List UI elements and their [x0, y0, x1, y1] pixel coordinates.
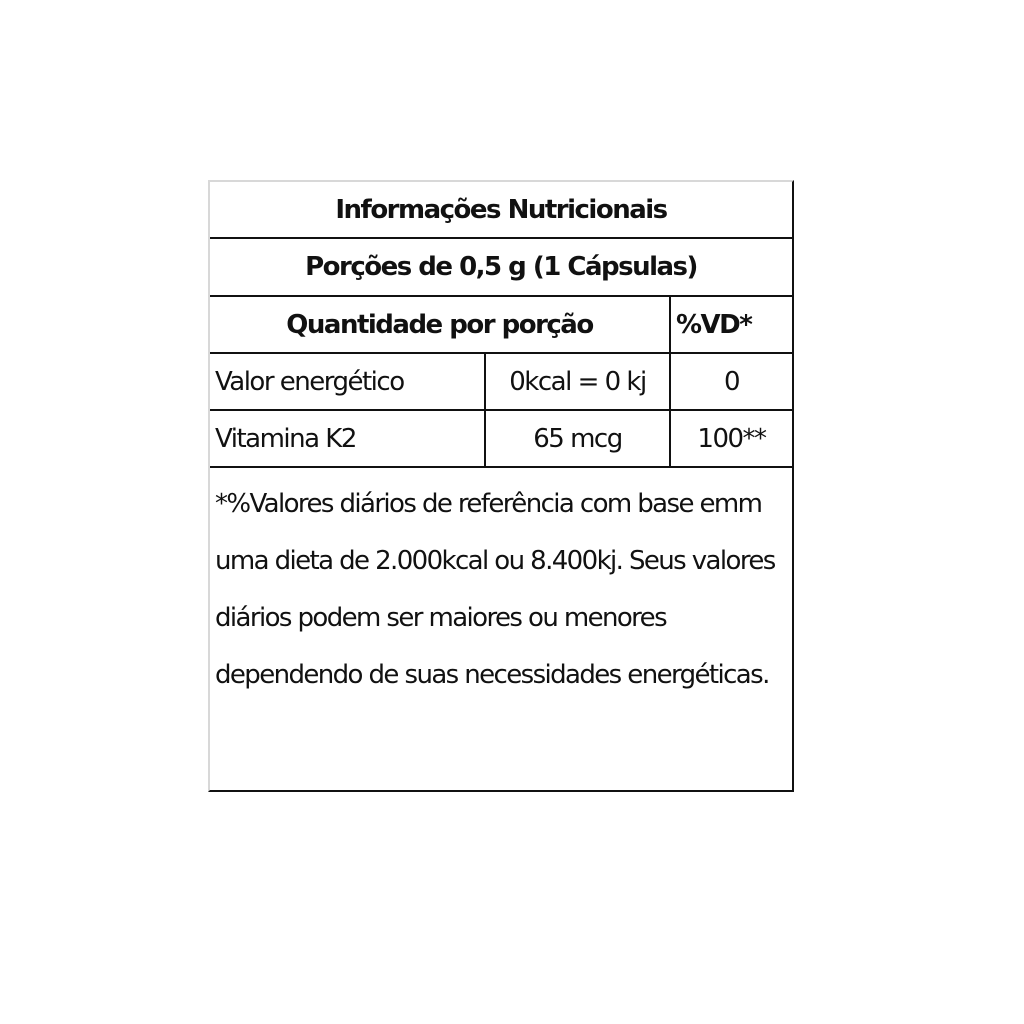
footnote-line: *%Valores diários de referência com base emm	[215, 489, 762, 519]
table-title: Informações Nutricionais	[335, 194, 667, 225]
table-row	[210, 411, 792, 468]
table-title-row	[210, 182, 792, 239]
table-row	[210, 354, 792, 411]
footnote	[215, 476, 788, 704]
nutrition-facts-table	[208, 180, 794, 792]
nutrient-amount: 65 mcg	[486, 411, 671, 466]
portion-size: Porções de 0,5 g (1 Cápsulas)	[305, 252, 697, 282]
footnote-line: diários podem ser maiores ou menores	[215, 603, 667, 633]
nutrient-amount: 0kcal = 0 kj	[486, 354, 671, 409]
nutrient-vd: 0	[723, 366, 740, 397]
nutrient-name: Vitamina K2	[210, 411, 486, 466]
footnote-line: uma dieta de 2.000kcal ou 8.400kj. Seus valores	[215, 546, 775, 576]
header-quantity: Quantidade por porção	[210, 297, 671, 352]
nutrient-vd: 100**	[697, 423, 766, 454]
header-row	[210, 297, 792, 354]
nutrient-name: Valor energético	[210, 354, 486, 409]
portion-row	[210, 239, 792, 297]
footnote-line: dependendo de suas necessidades energéticas.	[215, 660, 769, 690]
header-vd: %VD*	[676, 309, 752, 340]
